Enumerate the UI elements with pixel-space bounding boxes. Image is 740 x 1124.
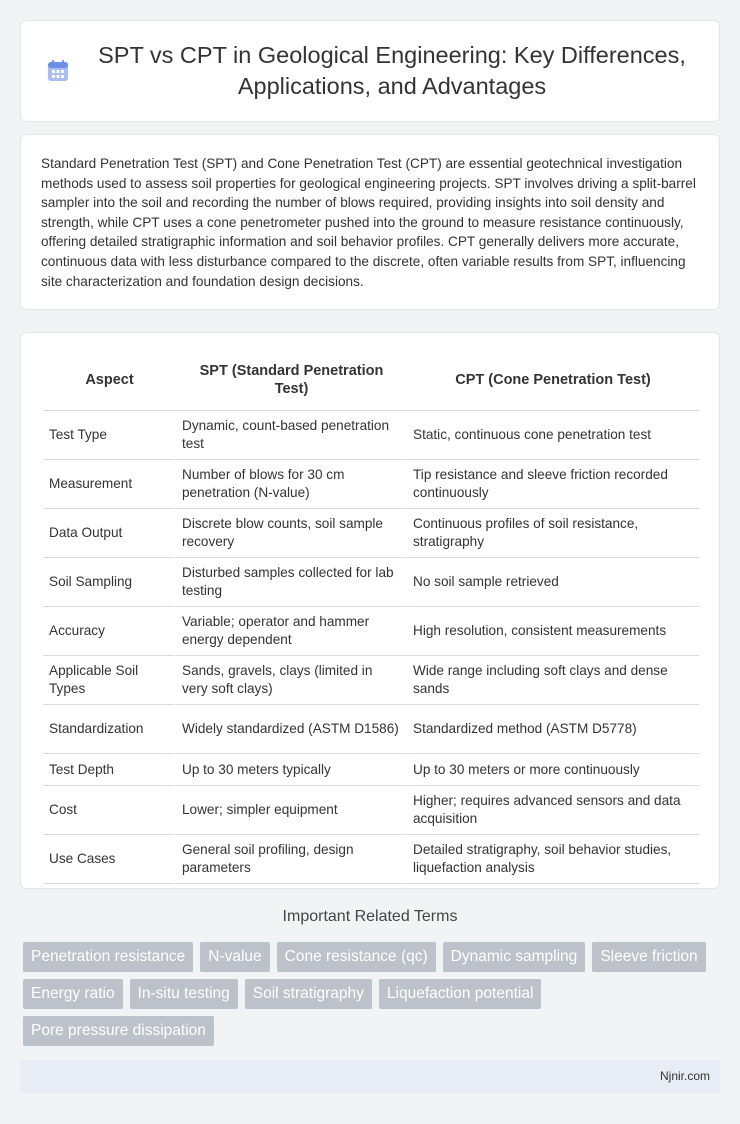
cell-aspect: Standardization (43, 705, 176, 754)
table-row (43, 835, 699, 884)
cell-spt: Up to 30 meters typically (176, 754, 407, 786)
cell-cpt: No soil sample retrieved (407, 558, 699, 607)
cell-cpt: Static, continuous cone penetration test (407, 411, 699, 460)
intro-card (20, 134, 720, 310)
table-row (43, 607, 699, 656)
table-row (43, 786, 699, 835)
cell-spt: General soil profiling, design parameters (176, 835, 407, 884)
cell-aspect: Soil Sampling (43, 558, 176, 607)
cell-aspect: Use Cases (43, 835, 176, 884)
related-term-tag[interactable]: Dynamic sampling (443, 942, 586, 972)
table-row (43, 558, 699, 607)
related-term-tag[interactable]: Soil stratigraphy (245, 979, 372, 1009)
cell-aspect: Accuracy (43, 607, 176, 656)
footer-site-link[interactable]: Njnir.com (659, 1069, 710, 1083)
cell-aspect: Cost (43, 786, 176, 835)
cell-spt: Lower; simpler equipment (176, 786, 407, 835)
cell-cpt: Tip resistance and sleeve friction recorded continuously (407, 460, 699, 509)
comparison-table-card (20, 332, 720, 889)
header-spt: SPT (Standard Penetration Test) (176, 349, 407, 411)
header-cpt: CPT (Cone Penetration Test) (407, 349, 699, 411)
cell-cpt: Up to 30 meters or more continuously (407, 754, 699, 786)
cell-aspect: Test Type (43, 411, 176, 460)
intro-paragraph: Standard Penetration Test (SPT) and Cone Penetration Test (CPT) are essential geotechnical investigation methods used to assess soil properties for geological engineering projects. SPT involves driving a split-barrel sampler into the soil and recording the number of blows required, providing insights into soil density and strength, while CPT uses a cone penetrometer pushed into the ground to measure resistance continuously, offering detailed stratigraphic information and soil behavior profiles. CPT generally delivers more accurate, continuous data with less disturbance compared to the discrete, often variable results from SPT, influencing site characterization and foundation design decisions. (41, 156, 696, 289)
related-term-tag[interactable]: Cone resistance (qc) (277, 942, 436, 972)
cell-spt: Discrete blow counts, soil sample recovery (176, 509, 407, 558)
table-row (43, 705, 699, 754)
cell-spt: Variable; operator and hammer energy dependent (176, 607, 407, 656)
related-terms-title: Important Related Terms (282, 908, 458, 925)
cell-spt: Sands, gravels, clays (limited in very soft clays) (176, 656, 407, 705)
related-term-tag[interactable]: In-situ testing (130, 979, 238, 1009)
cell-cpt: Continuous profiles of soil resistance, stratigraphy (407, 509, 699, 558)
cell-cpt: Higher; requires advanced sensors and data acquisition (407, 786, 699, 835)
cell-spt: Dynamic, count-based penetration test (176, 411, 407, 460)
comparison-table (43, 349, 699, 884)
header-card (20, 20, 720, 122)
table-row (43, 411, 699, 460)
related-term-tag[interactable]: Energy ratio (23, 979, 123, 1009)
table-row (43, 754, 699, 786)
related-terms-list (23, 942, 713, 1053)
cell-aspect: Test Depth (43, 754, 176, 786)
cell-spt: Disturbed samples collected for lab testing (176, 558, 407, 607)
cell-cpt: High resolution, consistent measurements (407, 607, 699, 656)
calendar-grid-icon (45, 58, 71, 84)
cell-cpt: Detailed stratigraphy, soil behavior studies, liquefaction analysis (407, 835, 699, 884)
page-title: SPT vs CPT in Geological Engineering: Key Differences, Applications, and Advantages (98, 42, 686, 99)
cell-aspect: Applicable Soil Types (43, 656, 176, 705)
table-row (43, 509, 699, 558)
related-term-tag[interactable]: Liquefaction potential (379, 979, 542, 1009)
cell-aspect: Data Output (43, 509, 176, 558)
cell-cpt: Wide range including soft clays and dense sands (407, 656, 699, 705)
header-aspect: Aspect (43, 349, 176, 411)
cell-cpt: Standardized method (ASTM D5778) (407, 705, 699, 754)
cell-aspect: Measurement (43, 460, 176, 509)
footer (20, 1060, 720, 1093)
cell-spt: Widely standardized (ASTM D1586) (176, 705, 407, 754)
table-header-row (43, 349, 699, 411)
related-term-tag[interactable]: Sleeve friction (592, 942, 705, 972)
table-row (43, 656, 699, 705)
related-term-tag[interactable]: N-value (200, 942, 269, 972)
cell-spt: Number of blows for 30 cm penetration (N-value) (176, 460, 407, 509)
related-term-tag[interactable]: Penetration resistance (23, 942, 193, 972)
table-row (43, 460, 699, 509)
related-term-tag[interactable]: Pore pressure dissipation (23, 1016, 214, 1046)
